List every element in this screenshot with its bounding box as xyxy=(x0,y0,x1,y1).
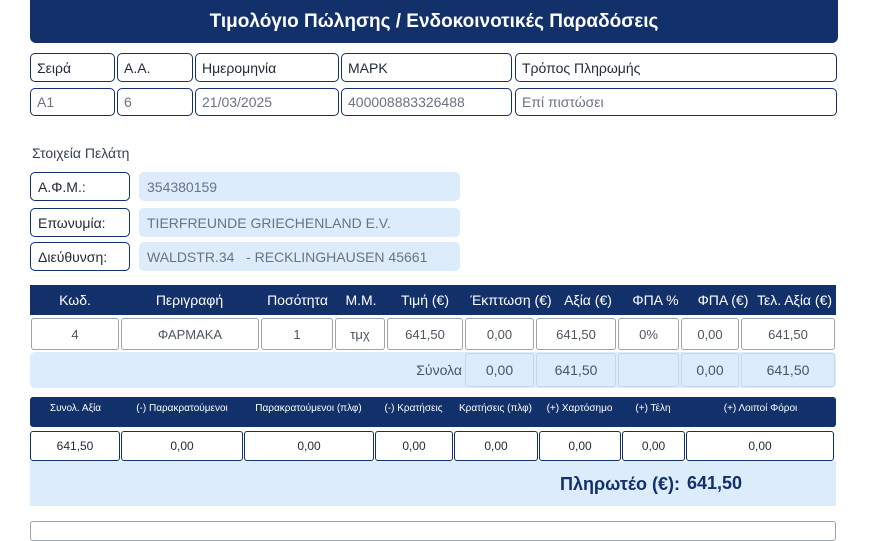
header-value-date: 21/03/2025 xyxy=(195,88,339,116)
col-discount: Έκπτωση (€) xyxy=(470,292,552,308)
table-row-cell-price: 641,50 xyxy=(387,318,463,350)
header-value-payment: Επί πιστώσει xyxy=(515,88,837,116)
afm-value: 354380159 xyxy=(139,172,460,201)
summary-table-header xyxy=(30,397,836,427)
summary-value-withheld-plf: 0,00 xyxy=(244,431,374,461)
totals-vat-percent xyxy=(618,353,679,387)
table-row-cell-quantity: 1 xyxy=(261,318,333,350)
table-row-cell-discount: 0,00 xyxy=(465,318,534,350)
items-table-header xyxy=(30,285,836,315)
totals-vat: 0,00 xyxy=(681,353,739,387)
col-price: Τιμή (€) xyxy=(401,292,449,308)
header-label-date: Ημερομηνία xyxy=(195,53,339,82)
summary-value-withheld: 0,00 xyxy=(121,431,243,461)
header-value-mark: 400008883326488 xyxy=(341,88,512,116)
document-title: Τιμολόγιο Πώλησης / Ενδοκοινοτικές Παραδόσεις xyxy=(30,0,838,43)
summary-value-deductions: 0,00 xyxy=(375,431,453,461)
table-row-cell-code: 4 xyxy=(31,318,119,350)
summary-value-total: 641,50 xyxy=(30,431,120,461)
sum-col-deductions-plf: Κρατήσεις (πλφ) xyxy=(459,402,532,414)
table-row-cell-unit: τμχ xyxy=(335,318,385,350)
sum-col-stamp: (+) Χαρτόσημο xyxy=(546,402,613,414)
customer-section-title: Στοιχεία Πελάτη xyxy=(32,145,130,161)
sum-col-deductions: (-) Κρατήσεις xyxy=(384,402,443,414)
table-row-cell-description: ΦΑΡΜΑΚΑ xyxy=(121,318,259,350)
summary-value-deductions-plf: 0,00 xyxy=(454,431,538,461)
address-value: WALDSTR.34 - RECKLINGHAUSEN 45661 xyxy=(139,242,460,271)
sum-col-withheld-plf: Παρακρατούμενοι (πλφ) xyxy=(255,402,362,414)
col-quantity: Ποσότητα xyxy=(267,292,328,308)
sum-col-other-taxes: (+) Λοιποί Φόροι xyxy=(723,402,798,414)
col-unit: Μ.Μ. xyxy=(345,292,377,308)
header-label-number: Α.Α. xyxy=(117,53,193,82)
sum-col-total: Συνολ. Αξία xyxy=(49,402,102,414)
sum-col-fees: (+) Τέλη xyxy=(635,402,671,414)
totals-final: 641,50 xyxy=(741,353,835,387)
payable-label: Πληρωτέο (€): xyxy=(560,473,680,494)
table-row-cell-vat-percent: 0% xyxy=(618,318,679,350)
header-label-payment: Τρόπος Πληρωμής xyxy=(515,53,837,82)
col-value: Αξία (€) xyxy=(564,292,612,308)
totals-discount: 0,00 xyxy=(465,353,534,387)
table-row-cell-value: 641,50 xyxy=(536,318,616,350)
summary-value-fees: 0,00 xyxy=(622,431,685,461)
payable-amount: 641,50 xyxy=(687,472,743,493)
header-value-series: A1 xyxy=(30,88,115,116)
summary-value-other-taxes: 0,00 xyxy=(686,431,834,461)
notes-box xyxy=(30,521,836,541)
header-label-series: Σειρά xyxy=(30,53,115,82)
header-label-mark: ΜΑΡΚ xyxy=(341,53,512,82)
col-code: Κωδ. xyxy=(59,292,91,308)
col-final-value: Τελ. Αξία (€) xyxy=(756,292,833,308)
header-value-number: 6 xyxy=(117,88,193,116)
col-vat-percent: ΦΠΑ % xyxy=(632,292,679,308)
col-description: Περιγραφή xyxy=(155,292,224,308)
name-label: Επωνυμία: xyxy=(30,208,130,237)
totals-value: 641,50 xyxy=(536,353,616,387)
table-row-cell-final-value: 641,50 xyxy=(741,318,835,350)
totals-label: Σύνολα xyxy=(416,362,462,378)
summary-value-stamp: 0,00 xyxy=(539,431,621,461)
table-row-cell-vat: 0,00 xyxy=(681,318,739,350)
sum-col-withheld: (-) Παρακρατούμενοι xyxy=(136,402,228,414)
address-label: Διεύθυνση: xyxy=(30,242,130,271)
afm-label: Α.Φ.Μ.: xyxy=(30,172,130,201)
col-vat: ΦΠΑ (€) xyxy=(697,292,749,308)
name-value: TIERFREUNDE GRIECHENLAND E.V. xyxy=(139,208,460,237)
